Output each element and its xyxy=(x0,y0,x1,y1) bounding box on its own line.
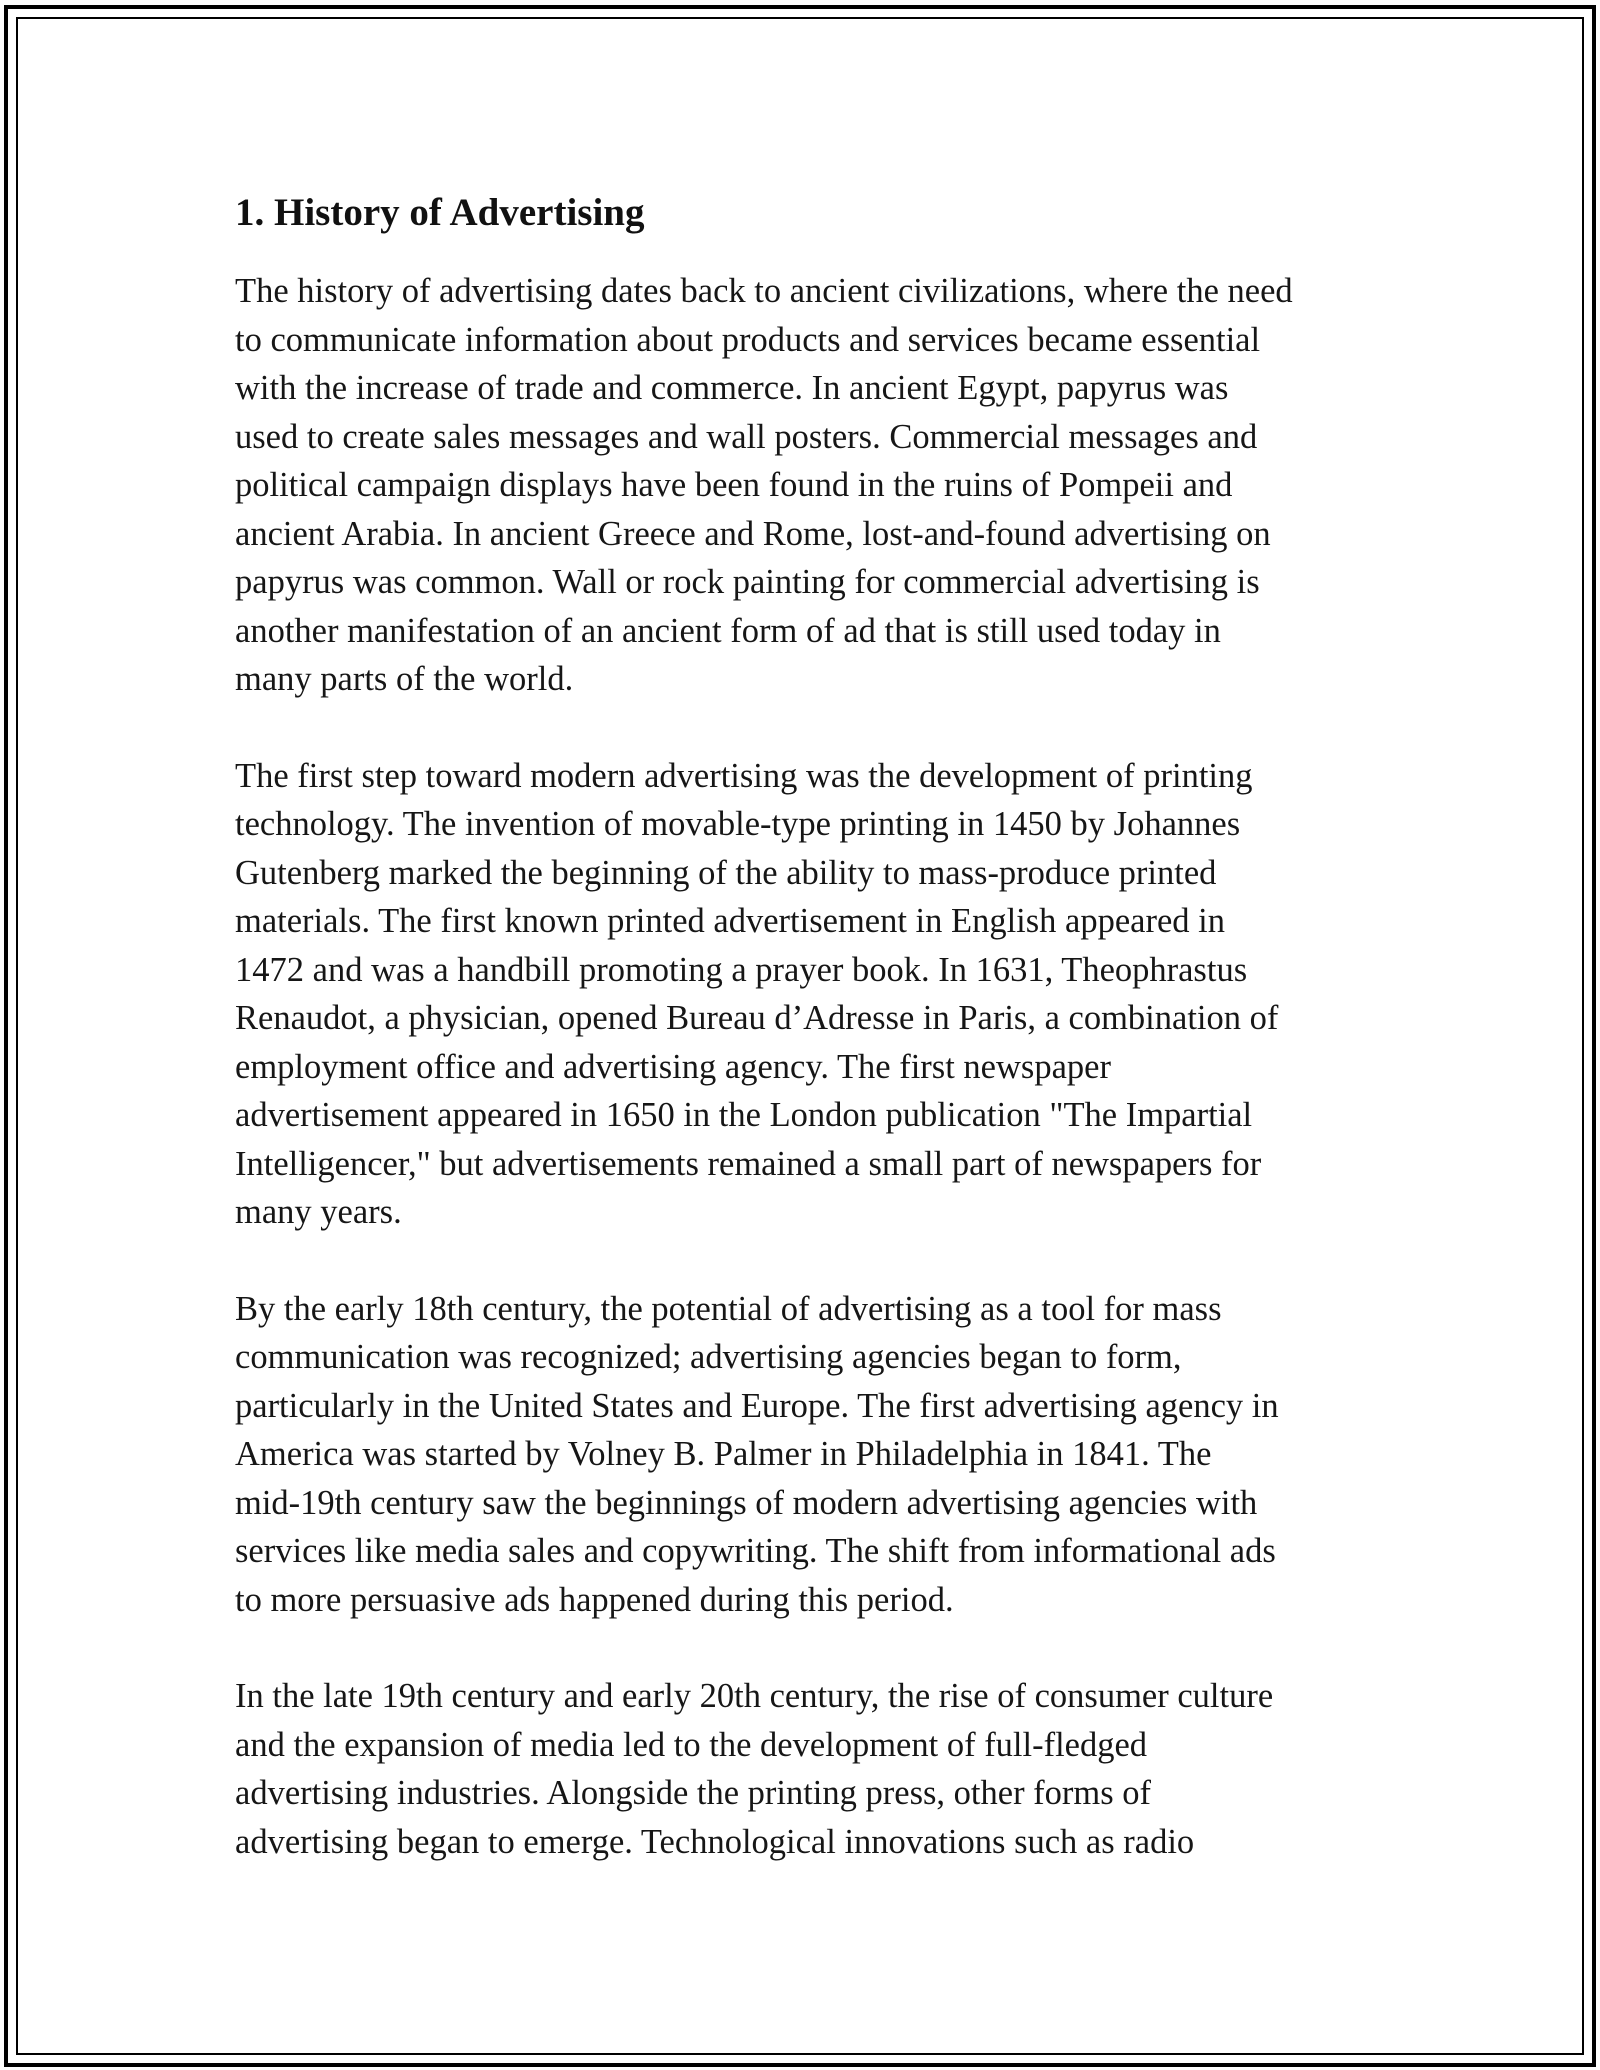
text-line: America was started by Volney B. Palmer in Philadelphia in 1841. The xyxy=(235,1435,1212,1473)
text-line: The history of advertising dates back to ancient civilizations, where the need xyxy=(235,272,1293,310)
text-line: to communicate information about products and services became essential xyxy=(235,320,1261,359)
paragraph-ancient-advertising xyxy=(235,267,1385,704)
section-title: 1. History of Advertising xyxy=(235,191,645,234)
text-line: many parts of the world. xyxy=(235,660,574,698)
text-line: materials. The first known printed advertisement in English appeared in xyxy=(235,902,1226,940)
text-line: used to create sales messages and wall posters. Commercial messages and xyxy=(235,417,1258,456)
text-line: with the increase of trade and commerce. In ancient Egypt, papyrus was xyxy=(235,369,1229,407)
text-line: advertising industries. Alongside the printing press, other forms of xyxy=(235,1774,1152,1812)
paragraph-printing-technology xyxy=(235,752,1385,1237)
text-line: many years. xyxy=(235,1193,402,1231)
paragraph-advertising-agencies xyxy=(235,1285,1385,1625)
text-line: another manifestation of an ancient form of ad that is still used today in xyxy=(235,611,1221,650)
text-line: advertising began to emerge. Technological innovations such as radio xyxy=(235,1822,1195,1861)
text-line: advertisement appeared in 1650 in the London publication "The Impartial xyxy=(235,1096,1253,1134)
text-line: communication was recognized; advertising agencies began to form, xyxy=(235,1338,1182,1376)
text-line: Renaudot, a physician, opened Bureau d’Adresse in Paris, a combination of xyxy=(235,999,1279,1037)
text-line: and the expansion of media led to the development of full-fledged xyxy=(235,1725,1148,1764)
text-line: Intelligencer," but advertisements remained a small part of newspapers for xyxy=(235,1144,1262,1183)
text-line: to more persuasive ads happened during this period. xyxy=(235,1580,954,1619)
text-line: employment office and advertising agency. The first newspaper xyxy=(235,1047,1111,1086)
text-line: In the late 19th century and early 20th century, the rise of consumer culture xyxy=(235,1677,1274,1715)
text-line: papyrus was common. Wall or rock painting for commercial advertising is xyxy=(235,563,1260,601)
text-line: By the early 18th century, the potential of advertising as a tool for mass xyxy=(235,1289,1222,1328)
text-line: 1472 and was a handbill promoting a prayer book. In 1631, Theophrastus xyxy=(235,950,1248,989)
text-line: ancient Arabia. In ancient Greece and Rome, lost-and-found advertising on xyxy=(235,514,1271,553)
document-body xyxy=(235,185,1385,1914)
text-line: mid-19th century saw the beginnings of modern advertising agencies with xyxy=(235,1483,1258,1522)
text-line: particularly in the United States and Europe. The first advertising agency in xyxy=(235,1386,1279,1425)
text-line: political campaign displays have been found in the ruins of Pompeii and xyxy=(235,466,1233,504)
text-line: technology. The invention of movable-type printing in 1450 by Johannes xyxy=(235,805,1241,843)
text-line: services like media sales and copywriting. The shift from informational ads xyxy=(235,1532,1276,1570)
text-line: The first step toward modern advertising was the development of printing xyxy=(235,756,1253,795)
paragraph-consumer-culture xyxy=(235,1672,1385,1866)
text-line: Gutenberg marked the beginning of the ability to mass-produce printed xyxy=(235,853,1217,892)
